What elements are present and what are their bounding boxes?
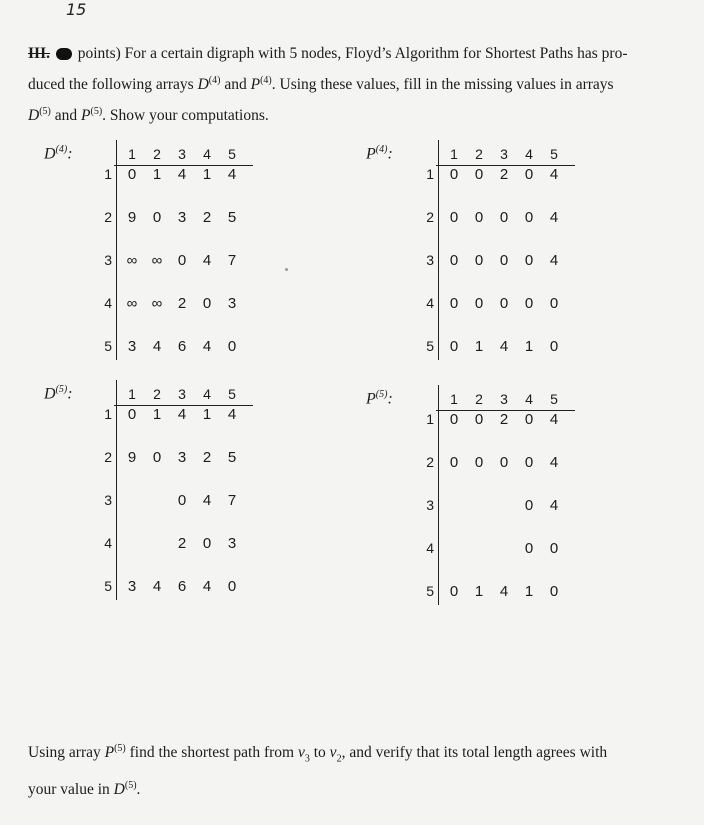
matrix-label-colon: : [67,145,73,163]
row-label: 3 [104,252,112,268]
matrix-cell: 0 [524,252,534,269]
line3-a: and [50,107,82,125]
matrix-cell: 9 [127,209,137,226]
matrix-cell: 1 [474,583,484,600]
matrix-cell: 0 [177,252,187,269]
p-symbol: P [250,76,261,94]
matrix-cell: 0 [449,338,459,355]
matrix-cell: 0 [127,406,137,423]
line2-c: . Using these values, fill in the missing values in arrays [271,76,614,94]
d-exp: (5) [39,106,51,118]
d-exp: (4) [208,75,221,86]
matrix-cell: 1 [152,166,162,183]
column-header: 4 [203,146,211,162]
matrix-cell: 0 [524,540,534,557]
sentence-1: For a certain digraph with 5 nodes, Floyd’s Algorithm for Shortest Paths has pro- [124,45,628,62]
row-label: 4 [426,540,434,556]
row-label: 3 [426,497,434,513]
line3-b: . Show your computations. [102,107,269,125]
matrix-cell: 0 [474,454,484,471]
row-label: 3 [104,492,112,508]
d-exp: (5) [124,780,137,792]
matrix-cell: 4 [202,492,212,509]
matrix-cell: ∞ [151,295,163,312]
matrix-cell: 0 [449,295,459,312]
matrix-cell: 7 [227,492,237,509]
matrix-cell: 0 [499,252,509,269]
matrix-cell: 1 [524,583,534,600]
row-label: 3 [426,252,434,268]
matrix-cell: 4 [152,578,162,595]
matrix-cell: 0 [474,209,484,226]
matrix-cell: 0 [152,209,162,226]
matrix-cell: 1 [202,406,212,423]
problem-number: III. [28,45,50,62]
matrix-cell: 0 [449,454,459,471]
matrix-cell: 0 [524,497,534,514]
matrix-label-exp: (4) [55,144,68,155]
matrix-cell: 1 [152,406,162,423]
p-symbol: P [81,107,91,125]
matrix-label-colon: : [387,145,393,163]
column-header: 4 [203,386,211,402]
q-d: your value in [28,781,114,799]
row-label: 2 [426,454,434,470]
column-header: 5 [550,391,558,407]
p-symbol: P [104,744,115,762]
column-header: 2 [153,146,161,162]
p-exp: (5) [114,743,126,754]
column-header: 1 [450,146,458,162]
matrix-cell: 0 [449,209,459,226]
column-header: 1 [450,391,458,407]
row-label: 2 [104,209,112,225]
matrix-label-var: D [44,385,56,403]
matrix-label [366,144,393,163]
matrix-cell: 0 [524,411,534,428]
d-symbol: D [28,107,40,125]
matrix-label-exp: (4) [375,144,388,155]
matrix-cell: 0 [499,454,509,471]
column-header: 5 [228,146,236,162]
matrix-cell: 4 [202,252,212,269]
matrix-cell: ∞ [151,252,163,269]
column-header: 3 [500,391,508,407]
matrix-cell: 0 [474,411,484,428]
column-header: 5 [550,146,558,162]
matrix-cell: 6 [177,338,187,355]
matrix-cell: 9 [127,449,137,466]
matrix-cell: 0 [449,411,459,428]
matrix-cell: 0 [227,338,237,355]
column-header: 1 [128,146,136,162]
handwritten-points: 15 [66,0,87,19]
row-label: 2 [426,209,434,225]
q-b: find the shortest path from [125,744,298,762]
matrix-cell: 4 [227,166,237,183]
matrix-label [44,384,73,403]
row-rule [116,380,117,600]
column-header: 3 [500,146,508,162]
matrix-cell: 5 [227,209,237,226]
column-header: 3 [178,146,186,162]
matrix-cell: 4 [549,497,559,514]
matrix-cell: 4 [549,252,559,269]
q-to: to [309,744,330,762]
matrix-cell: 7 [227,252,237,269]
matrix-cell: 0 [549,583,559,600]
matrix-label [44,144,73,163]
column-header: 1 [128,386,136,402]
column-header: 3 [178,386,186,402]
row-label: 4 [104,295,112,311]
column-header: 4 [525,146,533,162]
matrix-cell: 1 [474,338,484,355]
matrix-cell: 3 [127,338,137,355]
matrix-cell: 0 [449,252,459,269]
q-a: Using array [28,744,105,762]
row-label: 1 [104,406,112,422]
row-label: 1 [426,166,434,182]
row-label: 5 [426,338,434,354]
matrix-label-colon: : [387,390,393,408]
matrix-cell: 4 [202,578,212,595]
paper-speck [285,268,288,271]
matrix-cell: 0 [449,166,459,183]
matrix-cell: 4 [549,209,559,226]
matrix-cell: 0 [177,492,187,509]
matrix-label-var: P [366,145,376,163]
question-text [28,735,676,803]
matrix-cell: 4 [177,166,187,183]
matrix-cell: 5 [227,449,237,466]
matrix-cell: 2 [499,166,509,183]
matrix-cell: 0 [549,338,559,355]
matrix-cell: 0 [549,295,559,312]
row-label: 5 [104,338,112,354]
p-exp: (5) [90,106,103,118]
row-rule [438,385,439,605]
v2-symbol: v [329,744,337,762]
matrix-cell: 2 [202,209,212,226]
matrix-cell: 3 [127,578,137,595]
column-header: 4 [525,391,533,407]
ink-blot [56,48,72,60]
v3-sub: 3 [304,753,310,765]
matrix-cell: 2 [177,535,187,552]
v3-symbol: v [297,744,305,762]
column-header: 2 [475,391,483,407]
matrix-cell: ∞ [126,295,138,312]
matrix-cell: 0 [202,535,212,552]
matrix-cell: 0 [474,166,484,183]
d-symbol: D [197,76,209,94]
row-label: 5 [426,583,434,599]
matrix-cell: 4 [177,406,187,423]
matrix-label-var: D [44,145,56,163]
matrix-cell: 3 [227,295,237,312]
d-symbol: D [113,781,125,799]
matrix-cell: 4 [549,454,559,471]
row-label: 4 [104,535,112,551]
matrix-cell: 0 [449,583,459,600]
matrix-cell: ∞ [126,252,138,269]
matrix-cell: 0 [524,166,534,183]
matrix-label-exp: (5) [375,389,388,400]
matrix-cell: 0 [202,295,212,312]
matrix-cell: 0 [127,166,137,183]
matrix-cell: 1 [202,166,212,183]
matrix-cell: 0 [152,449,162,466]
matrix-label-var: P [366,390,376,408]
matrix-cell: 4 [499,338,509,355]
row-label: 4 [426,295,434,311]
matrix-label [366,389,393,408]
q-c: , and verify that its total length agrees with [341,744,608,762]
matrix-cell: 0 [524,454,534,471]
row-label: 5 [104,578,112,594]
matrix-cell: 0 [474,295,484,312]
matrix-label-colon: : [67,385,73,403]
matrix-cell: 4 [499,583,509,600]
problem-statement [28,40,676,129]
line2-b: and [220,76,251,94]
matrix-cell: 3 [177,209,187,226]
matrix-cell: 0 [499,295,509,312]
row-rule [438,140,439,360]
row-label: 1 [426,411,434,427]
matrix-cell: 0 [524,295,534,312]
matrix-cell: 4 [549,411,559,428]
matrix-cell: 0 [227,578,237,595]
matrix-cell: 6 [177,578,187,595]
matrix-cell: 3 [177,449,187,466]
points-word: points) [77,45,121,62]
matrix-cell: 1 [524,338,534,355]
matrix-cell: 4 [202,338,212,355]
column-header: 2 [475,146,483,162]
matrix-cell: 4 [227,406,237,423]
matrix-cell: 2 [202,449,212,466]
matrix-cell: 4 [152,338,162,355]
line2-a: duced the following arrays [28,76,198,94]
matrix-cell: 2 [177,295,187,312]
row-label: 2 [104,449,112,465]
column-header: 2 [153,386,161,402]
v2-sub: 2 [336,753,342,765]
matrix-cell: 2 [499,411,509,428]
matrix-cell: 0 [499,209,509,226]
matrix-cell: 0 [549,540,559,557]
q-end: . [136,781,141,799]
row-label: 1 [104,166,112,182]
matrix-cell: 0 [474,252,484,269]
matrix-cell: 3 [227,535,237,552]
matrix-cell: 4 [549,166,559,183]
column-header: 5 [228,386,236,402]
p-exp: (4) [260,75,272,86]
matrix-cell: 0 [524,209,534,226]
matrix-label-exp: (5) [55,384,68,395]
row-rule [116,140,117,360]
